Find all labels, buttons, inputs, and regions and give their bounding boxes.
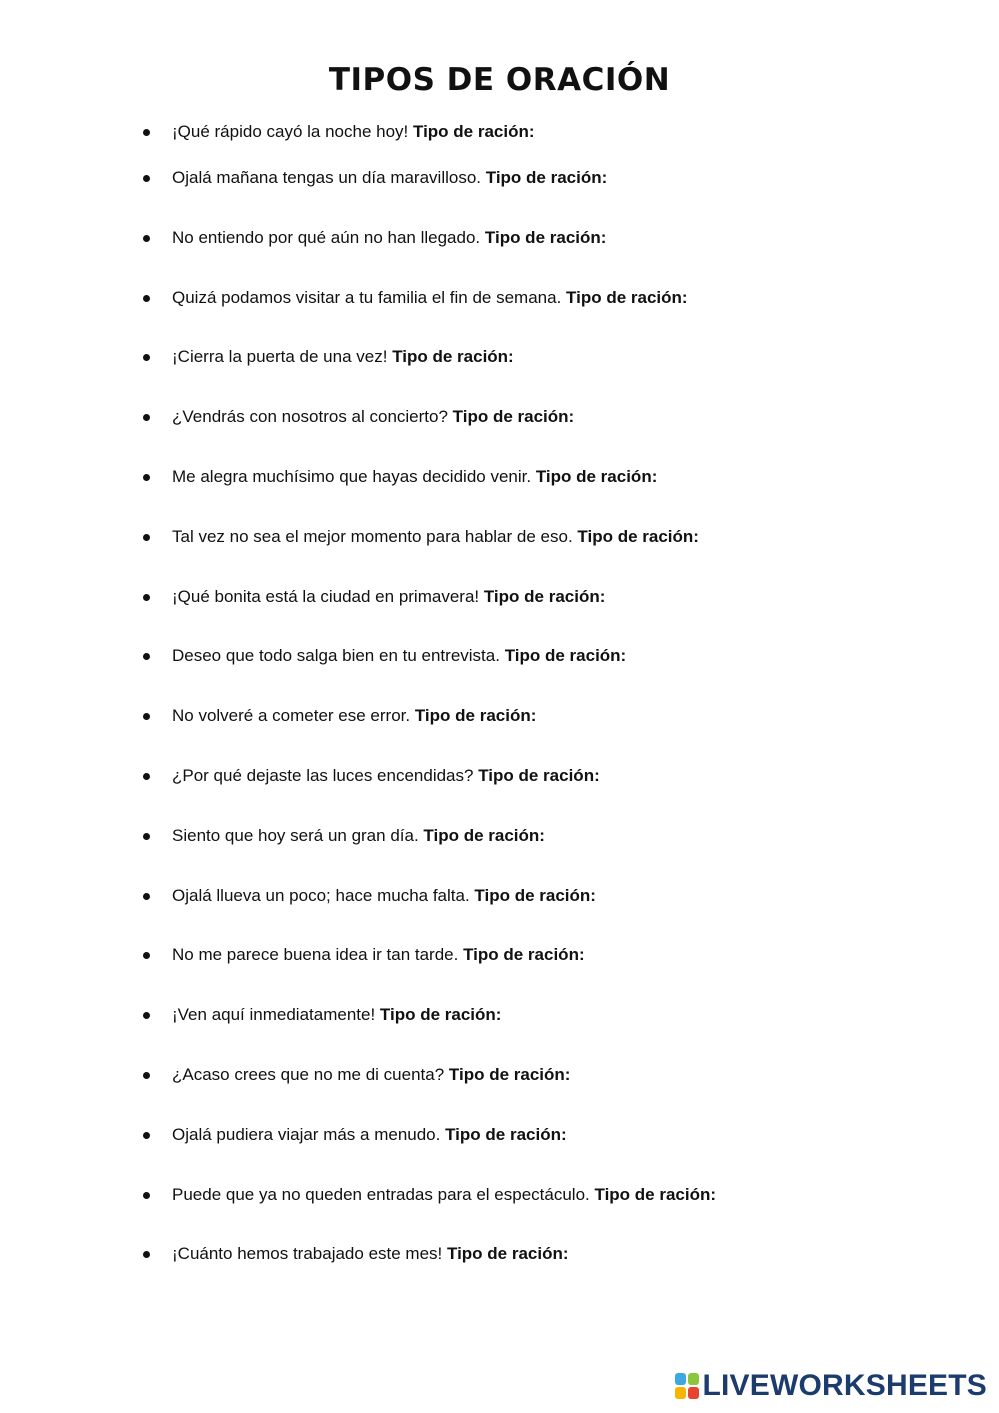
list-item-text <box>172 286 688 310</box>
sentence-text: ¡Cierra la puerta de una vez! <box>172 347 388 367</box>
logo-tile-2 <box>688 1373 699 1385</box>
sentence-type-label: Tipo de ración: <box>577 526 699 546</box>
list-item-text <box>172 1063 570 1087</box>
list-item <box>0 345 900 369</box>
list-item-text <box>172 824 545 848</box>
list-item <box>0 166 900 190</box>
sentence-type-label: Tipo de ración: <box>566 287 688 307</box>
sentence-type-label: Tipo de ración: <box>504 646 627 666</box>
list-item-text <box>172 1003 501 1027</box>
list-item-text <box>172 405 574 429</box>
list-item-text <box>172 166 607 190</box>
bullet-icon <box>143 594 150 601</box>
logo-tile-1 <box>675 1373 686 1385</box>
liveworksheets-brand <box>675 1369 988 1403</box>
bullet-icon <box>143 833 150 840</box>
list-item-text <box>172 120 535 144</box>
bullet-icon <box>143 474 150 481</box>
sentence-text: ¿Por qué dejaste las luces encendidas? <box>172 766 474 785</box>
bullet-icon <box>143 1251 150 1258</box>
sentence-text: ¡Qué rápido cayó la noche hoy! <box>172 122 409 141</box>
list-item <box>0 525 900 549</box>
sentence-text: Ojalá llueva un poco; hace mucha falta. <box>172 885 470 905</box>
brand-name: LIVEWORKSHEETS <box>702 1369 987 1402</box>
list-item <box>0 405 900 429</box>
list-item <box>0 824 900 848</box>
sentence-text: Tal vez no sea el mejor momento para hablar de eso. <box>172 526 573 546</box>
list-item <box>0 1003 900 1027</box>
sentence-type-label: Tipo de ración: <box>447 1244 569 1264</box>
bullet-icon <box>143 175 150 182</box>
sentence-type-label: Tipo de ración: <box>445 1124 567 1144</box>
sentence-type-label: Tipo de ración: <box>452 407 575 427</box>
sentence-text: No volveré a cometer ese error. <box>172 706 411 726</box>
bullet-icon <box>143 1192 150 1199</box>
list-item-text <box>172 1183 716 1207</box>
sentence-text: Quizá podamos visitar a tu familia el fin de semana. <box>172 287 562 307</box>
list-item-text <box>172 704 536 728</box>
bullet-icon <box>143 893 150 900</box>
list-item-text <box>172 465 657 489</box>
sentence-text: Ojalá pudiera viajar más a menudo. <box>172 1124 441 1144</box>
bullet-icon <box>143 1072 150 1079</box>
bullet-icon <box>143 1132 150 1139</box>
list-item <box>0 1063 900 1087</box>
sentence-text: ¿Acaso crees que no me di cuenta? <box>172 1065 445 1084</box>
sentence-text: Puede que ya no queden entradas para el espectáculo. <box>172 1184 590 1204</box>
list-item-text <box>172 525 699 549</box>
list-item <box>0 465 900 489</box>
list-item <box>0 884 900 908</box>
list-item <box>0 1183 900 1207</box>
list-item-text <box>172 764 600 788</box>
bullet-icon <box>143 952 150 959</box>
sentence-text: No me parece buena idea ir tan tarde. <box>172 945 459 965</box>
list-item <box>0 585 900 609</box>
bullet-icon <box>143 773 150 780</box>
sentence-type-label: Tipo de ración: <box>474 885 596 905</box>
sentence-type-label: Tipo de ración: <box>594 1184 717 1204</box>
list-item <box>0 226 900 250</box>
bullet-icon <box>143 129 150 136</box>
sentence-text: ¡Ven aquí inmediatamente! <box>172 1005 376 1025</box>
sentence-text: ¡Cuánto hemos trabajado este mes! <box>172 1244 443 1264</box>
list-item <box>0 1242 900 1266</box>
list-item <box>0 704 900 728</box>
sentence-type-label: Tipo de ración: <box>423 825 545 845</box>
sentence-type-label: Tipo de ración: <box>414 706 537 726</box>
list-item <box>0 764 900 788</box>
sentence-type-label: Tipo de ración: <box>535 467 658 486</box>
page-title: TIPOS DE ORACIÓN <box>328 62 671 98</box>
bullet-icon <box>143 713 150 720</box>
logo-tile-4 <box>688 1387 699 1399</box>
list-item-text <box>172 345 514 369</box>
sentence-type-label: Tipo de ración: <box>392 347 514 367</box>
liveworksheets-logo-icon <box>675 1373 699 1399</box>
sentence-text: Ojalá mañana tengas un día maravilloso. <box>172 168 482 187</box>
list-item-text <box>172 884 596 908</box>
logo-tile-3 <box>675 1387 686 1399</box>
sentence-type-label: Tipo de ración: <box>483 586 606 606</box>
list-item <box>0 644 900 668</box>
sentence-text: Deseo que todo salga bien en tu entrevista. <box>172 646 500 666</box>
sentence-text: ¿Vendrás con nosotros al concierto? <box>172 407 448 427</box>
bullet-icon <box>143 653 150 660</box>
sentence-type-label: Tipo de ración: <box>379 1005 502 1025</box>
sentence-type-label: Tipo de ración: <box>484 227 607 247</box>
sentence-type-label: Tipo de ración: <box>478 766 600 785</box>
list-item-text <box>172 226 606 250</box>
list-item <box>0 286 900 310</box>
sentence-text: Siento que hoy será un gran día. <box>172 825 419 845</box>
bullet-icon <box>143 295 150 302</box>
sentence-text: No entiendo por qué aún no han llegado. <box>172 227 481 247</box>
sentence-type-label: Tipo de ración: <box>448 1065 571 1084</box>
sentence-text: Me alegra muchísimo que hayas decidido venir. <box>172 467 532 486</box>
sentence-type-label: Tipo de ración: <box>413 122 535 141</box>
sentence-type-label: Tipo de ración: <box>463 945 585 965</box>
list-item-text <box>172 585 605 609</box>
bullet-icon <box>143 354 150 361</box>
list-item <box>0 943 900 967</box>
list-item-text <box>172 943 585 967</box>
sentence-text: ¡Qué bonita está la ciudad en primavera! <box>172 586 480 606</box>
sentence-type-label: Tipo de ración: <box>485 168 608 187</box>
list-item-text <box>172 644 626 668</box>
bullet-icon <box>143 1012 150 1019</box>
list-item-text <box>172 1123 567 1147</box>
list-item <box>0 1123 900 1147</box>
bullet-icon <box>143 235 150 242</box>
bullet-icon <box>143 414 150 421</box>
list-item <box>0 120 900 144</box>
bullet-icon <box>143 534 150 541</box>
list-item-text <box>172 1242 569 1266</box>
